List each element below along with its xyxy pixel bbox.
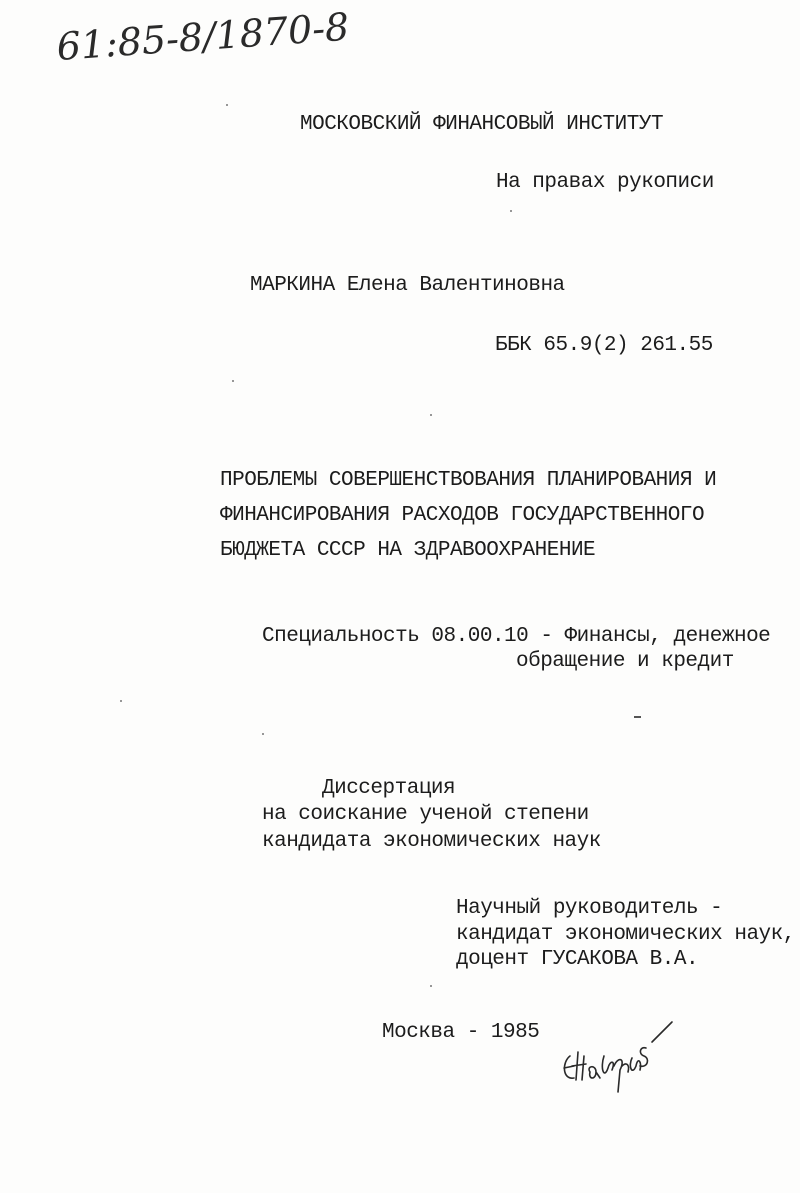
title-line: БЮДЖЕТА СССР НА ЗДРАВООХРАНЕНИЕ (220, 539, 596, 562)
page-speck (262, 733, 264, 735)
page-speck (430, 414, 432, 416)
dissertation-label: Диссертация (322, 777, 456, 800)
signature-icon (556, 996, 686, 1100)
author-name: МАРКИНА Елена Валентиновна (250, 274, 565, 297)
supervisor-line: Научный руководитель - (456, 897, 723, 920)
supervisor-line: доцент ГУСАКОВА В.А. (456, 948, 699, 971)
institute-name: МОСКОВСКИЙ ФИНАНСОВЫЙ ИНСТИТУТ (300, 113, 664, 136)
degree-line: на соискание ученой степени (262, 803, 589, 826)
bbk-code: ББК 65.9(2) 261.55 (495, 334, 713, 357)
supervisor-line: кандидат экономических наук, (456, 923, 795, 946)
title-line: ФИНАНСИРОВАНИЯ РАСХОДОВ ГОСУДАРСТВЕННОГО (220, 504, 705, 527)
page-speck (226, 104, 228, 106)
degree-line: кандидата экономических наук (262, 830, 601, 853)
page-speck (120, 700, 122, 702)
page-speck (430, 985, 432, 987)
page-mark (634, 716, 641, 718)
title-line: ПРОБЛЕМЫ СОВЕРШЕНСТВОВАНИЯ ПЛАНИРОВАНИЯ И (220, 469, 717, 492)
place-year: Москва - 1985 (382, 1021, 540, 1044)
manuscript-rights-note: На правах рукописи (496, 171, 714, 194)
page-speck (232, 380, 234, 382)
specialty-line: Специальность 08.00.10 - Финансы, денежное (262, 625, 771, 648)
specialty-line: обращение и кредит (516, 650, 734, 673)
catalog-number: 61:85-8/1870-8 (55, 4, 351, 69)
page-speck (510, 210, 512, 212)
